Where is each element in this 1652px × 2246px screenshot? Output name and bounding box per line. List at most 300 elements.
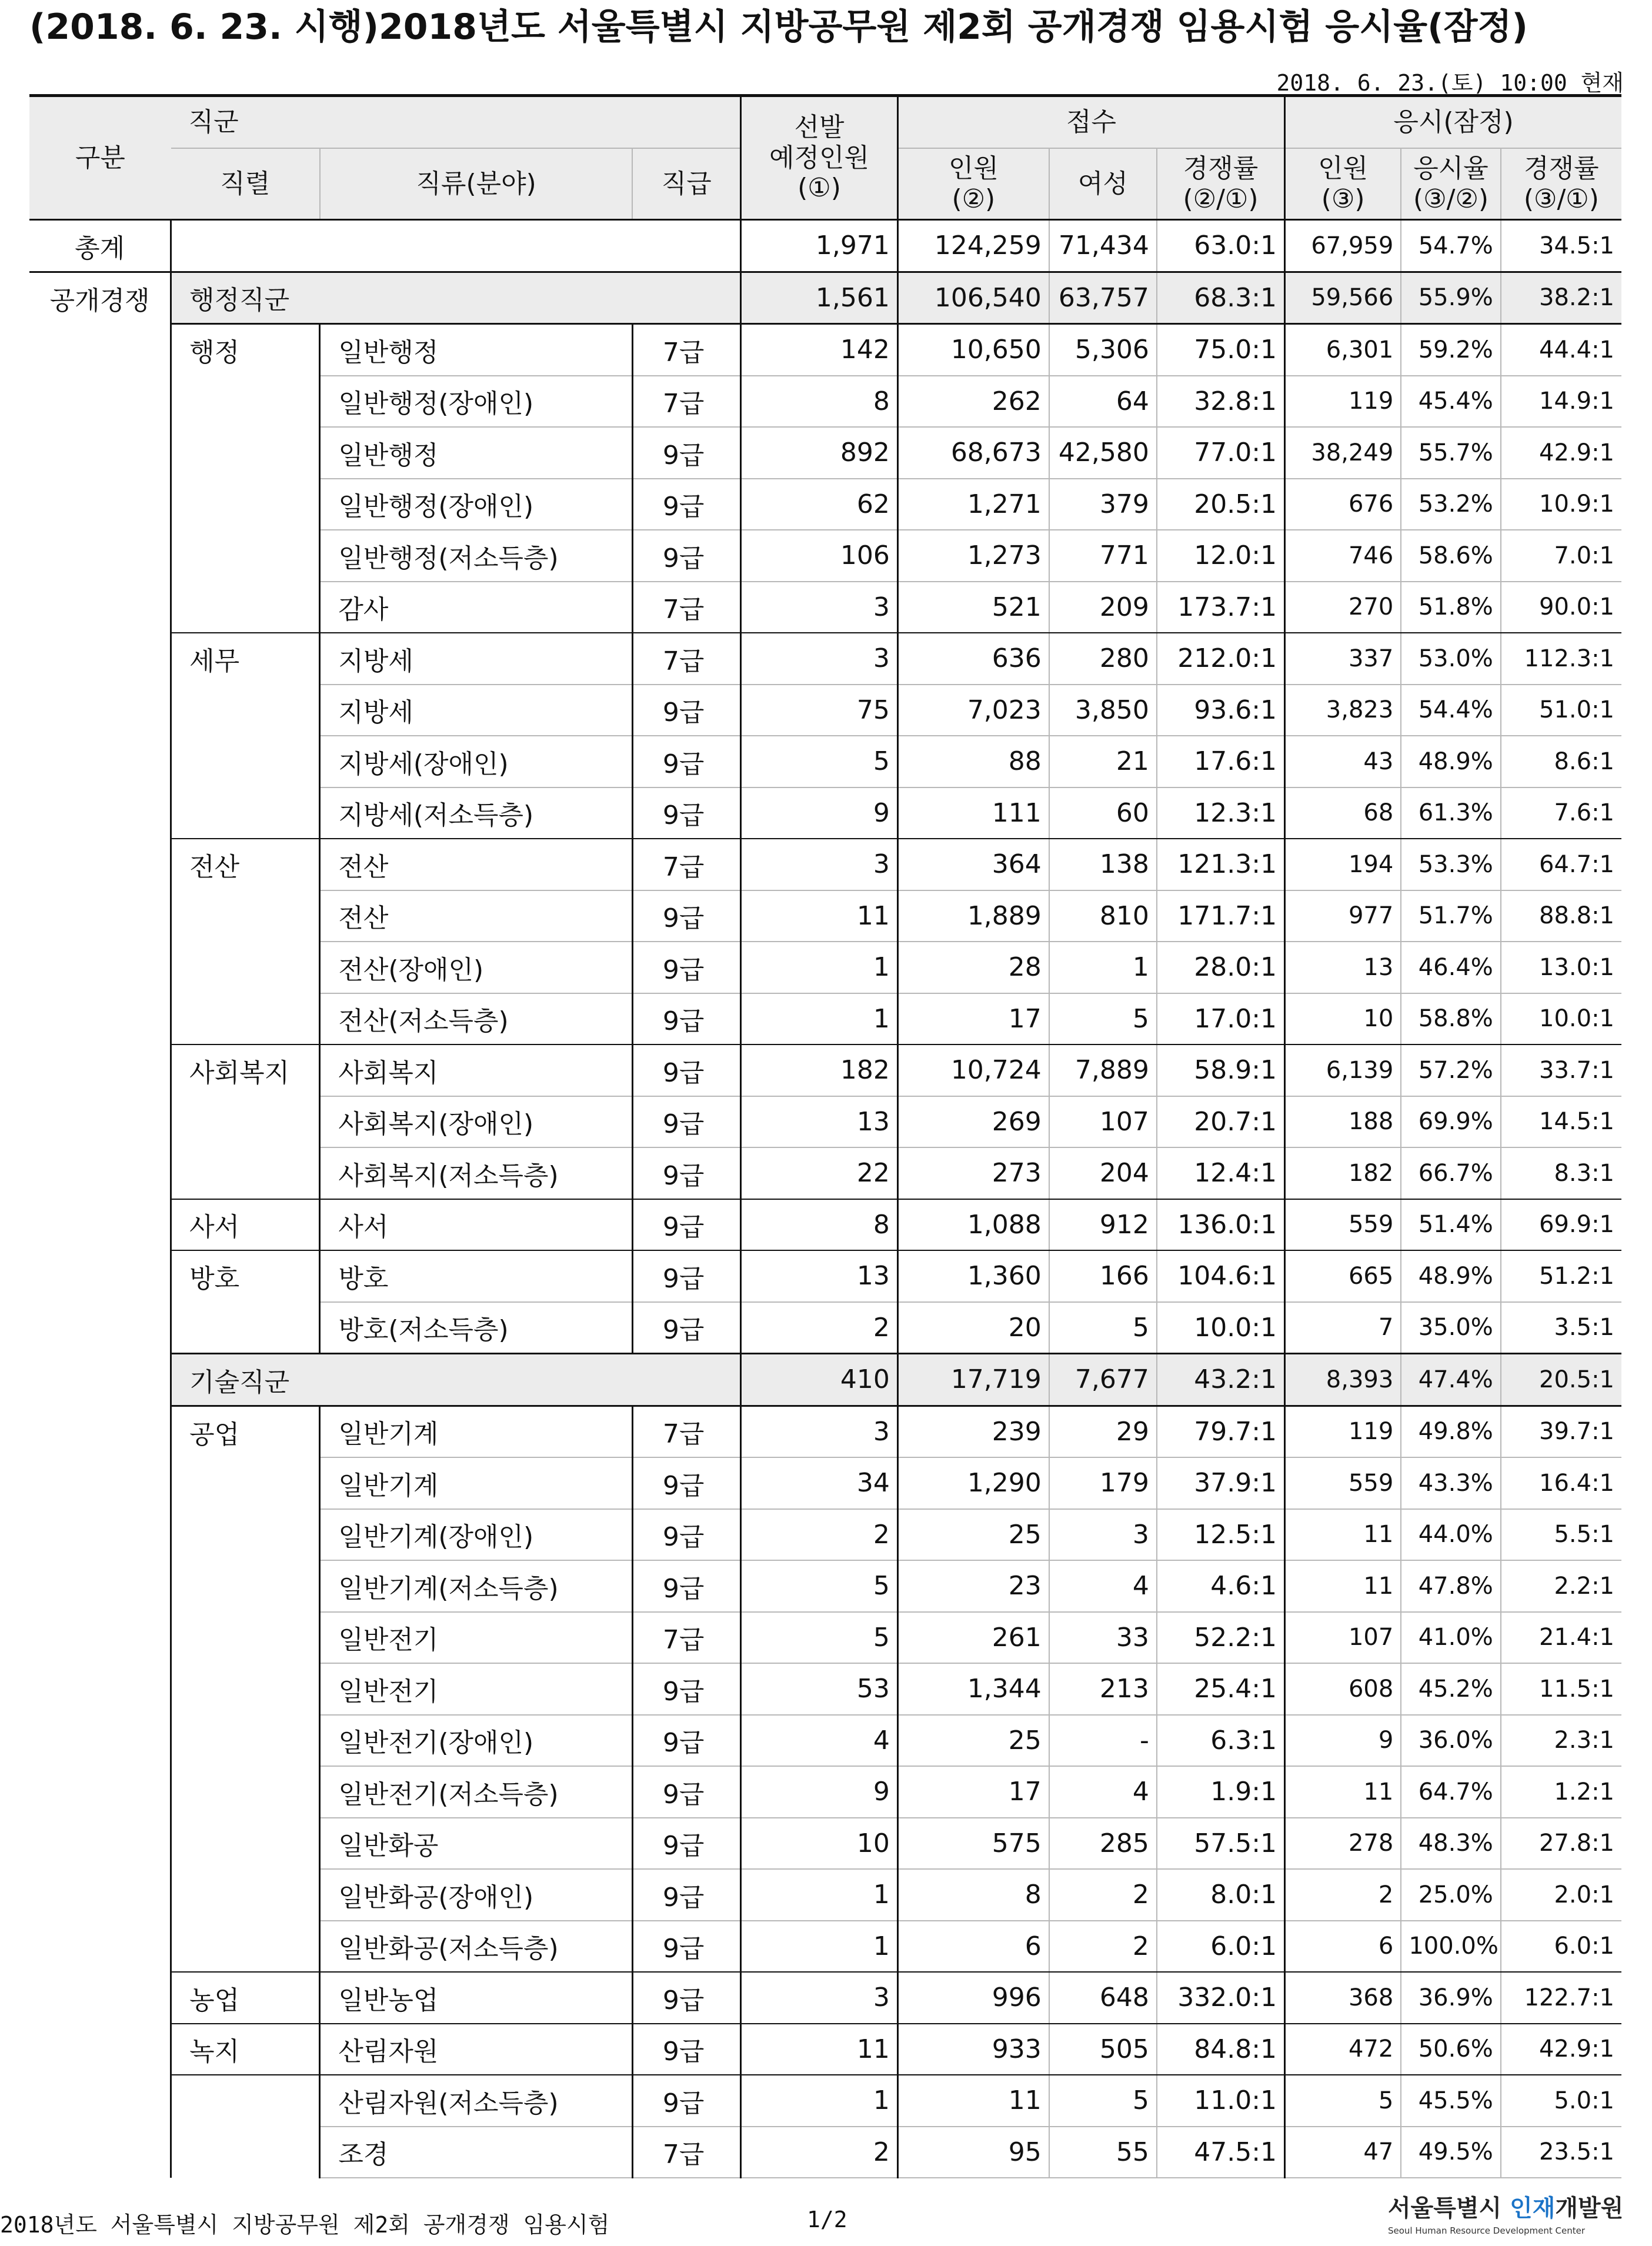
- cell-field: 일반행정: [320, 427, 633, 479]
- table-row: [29, 1663, 1621, 1715]
- table-row: [29, 1715, 1621, 1767]
- cell-series: [171, 1457, 320, 1509]
- cell-field: 전산: [320, 839, 633, 890]
- cell-competition: 75.0:1: [1157, 324, 1285, 376]
- cell-take-rate: 46.4%: [1401, 942, 1501, 993]
- cell-competition: 17.6:1: [1157, 736, 1285, 787]
- cell-section-cont: [29, 1766, 171, 1818]
- cell-grade: 9급: [632, 1044, 740, 1096]
- cell-female: 3: [1049, 1509, 1157, 1561]
- cell-female: 7,889: [1049, 1044, 1157, 1096]
- cell-take-rate: 51.7%: [1401, 890, 1501, 942]
- cell-takers: 38,249: [1285, 427, 1401, 479]
- cell-competition: 47.5:1: [1157, 2127, 1285, 2178]
- cell-section-cont: [29, 2127, 171, 2178]
- cell-section-cont: [29, 1250, 171, 1302]
- cell-selection: 4: [741, 1715, 898, 1767]
- cell-series: 사서: [171, 1199, 320, 1251]
- cell-series: [171, 1509, 320, 1561]
- cell-female: -: [1049, 1715, 1157, 1767]
- cell-female: 7,677: [1049, 1354, 1157, 1406]
- cell-competition: 17.0:1: [1157, 993, 1285, 1045]
- table-row: [29, 324, 1621, 376]
- table-body: [29, 220, 1621, 2178]
- header-jeopsu-yeoseong: 여성: [1049, 148, 1157, 220]
- cell-series: [171, 479, 320, 530]
- cell-take-rate: 55.9%: [1401, 272, 1501, 324]
- cell-female: 4: [1049, 1766, 1157, 1818]
- table-row: [29, 942, 1621, 993]
- cell-series: [171, 736, 320, 787]
- cell-take-competition: 88.8:1: [1501, 890, 1621, 942]
- cell-grade: 9급: [632, 1302, 740, 1354]
- cell-take-rate: 41.0%: [1401, 1612, 1501, 1664]
- cell-section-cont: [29, 1096, 171, 1148]
- table-row: [29, 2127, 1621, 2178]
- cell-applicants: 17: [897, 1766, 1049, 1818]
- cell-section-cont: [29, 633, 171, 685]
- table-header: [29, 96, 1621, 220]
- cell-take-rate: 59.2%: [1401, 324, 1501, 376]
- table-row: [29, 993, 1621, 1045]
- cell-takers: 43: [1285, 736, 1401, 787]
- header-eungsi-inwon: [1285, 148, 1401, 220]
- cell-grade: 9급: [632, 530, 740, 582]
- table-row: [29, 736, 1621, 787]
- cell-competition: 171.7:1: [1157, 890, 1285, 942]
- cell-group-name: 행정직군: [171, 272, 741, 324]
- cell-female: 213: [1049, 1663, 1157, 1715]
- cell-grade: 9급: [632, 1818, 740, 1870]
- cell-takers: 3,823: [1285, 685, 1401, 736]
- footer-title: 2018년도 서울특별시 지방공무원 제2회 공개경쟁 임용시험: [0, 2212, 610, 2238]
- cell-grade: 7급: [632, 1406, 740, 1457]
- cell-selection: 3: [741, 839, 898, 890]
- cell-field: 지방세(저소득층): [320, 787, 633, 839]
- cell-takers: 67,959: [1285, 220, 1401, 272]
- cell-grade: 9급: [632, 1663, 740, 1715]
- table-row: [29, 1147, 1621, 1199]
- cell-take-competition: 7.0:1: [1501, 530, 1621, 582]
- cell-field: 방호: [320, 1250, 633, 1302]
- cell-selection: 1,971: [741, 220, 898, 272]
- cell-take-competition: 14.9:1: [1501, 376, 1621, 428]
- cell-series: 사회복지: [171, 1044, 320, 1096]
- cell-selection: 892: [741, 427, 898, 479]
- cell-applicants: 1,088: [897, 1199, 1049, 1251]
- logo-text-sub: Seoul Human Resource Development Center: [1388, 2225, 1586, 2236]
- table-row: [29, 1818, 1621, 1870]
- cell-applicants: 25: [897, 1715, 1049, 1767]
- cell-take-rate: 45.4%: [1401, 376, 1501, 428]
- header-seonbal-line3: (①): [797, 173, 841, 203]
- header-eungsi-rate-line2: (③/②): [1413, 183, 1489, 214]
- cell-competition: 332.0:1: [1157, 1972, 1285, 2024]
- cell-series: [171, 685, 320, 736]
- cell-take-competition: 69.9:1: [1501, 1199, 1621, 1251]
- cell-grade: 9급: [632, 1250, 740, 1302]
- cell-takers: 977: [1285, 890, 1401, 942]
- table-row: [29, 2024, 1621, 2075]
- cell-take-competition: 3.5:1: [1501, 1302, 1621, 1354]
- cell-take-rate: 49.8%: [1401, 1406, 1501, 1457]
- cell-section-cont: [29, 736, 171, 787]
- cell-applicants: 1,290: [897, 1457, 1049, 1509]
- cell-selection: 13: [741, 1096, 898, 1148]
- header-eungsi-comp-line2: (③/①): [1523, 183, 1599, 214]
- cell-takers: 2: [1285, 1869, 1401, 1921]
- table-row-group-summary: [29, 1354, 1621, 1406]
- cell-take-competition: 23.5:1: [1501, 2127, 1621, 2178]
- page-number: 1/2: [807, 2207, 847, 2232]
- table-row: [29, 1406, 1621, 1457]
- cell-competition: 25.4:1: [1157, 1663, 1285, 1715]
- logo-text-main: 서울특별시 인재개발원: [1388, 2195, 1624, 2222]
- cell-take-competition: 14.5:1: [1501, 1096, 1621, 1148]
- cell-take-competition: 13.0:1: [1501, 942, 1621, 993]
- cell-series: 녹지: [171, 2024, 320, 2075]
- cell-field: 일반화공(저소득층): [320, 1921, 633, 1973]
- cell-field: 사회복지(장애인): [320, 1096, 633, 1148]
- cell-competition: 173.7:1: [1157, 582, 1285, 633]
- cell-applicants: 6: [897, 1921, 1049, 1973]
- cell-takers: 119: [1285, 1406, 1401, 1457]
- table-row: [29, 1921, 1621, 1973]
- cell-female: 21: [1049, 736, 1157, 787]
- cell-take-rate: 51.4%: [1401, 1199, 1501, 1251]
- cell-competition: 32.8:1: [1157, 376, 1285, 428]
- cell-series: 농업: [171, 1972, 320, 2024]
- cell-competition: 6.3:1: [1157, 1715, 1285, 1767]
- cell-female: 5: [1049, 2075, 1157, 2127]
- cell-takers: 107: [1285, 1612, 1401, 1664]
- cell-grade: 9급: [632, 1096, 740, 1148]
- cell-grade: 7급: [632, 1612, 740, 1664]
- cell-field: 사서: [320, 1199, 633, 1251]
- cell-female: 33: [1049, 1612, 1157, 1664]
- header-eungsi: 응시(잠정): [1285, 96, 1621, 149]
- header-seonbal: [741, 96, 898, 220]
- cell-take-rate: 54.4%: [1401, 685, 1501, 736]
- cell-applicants: 8: [897, 1869, 1049, 1921]
- cell-female: 166: [1049, 1250, 1157, 1302]
- cell-section-cont: [29, 1147, 171, 1199]
- cell-take-rate: 57.2%: [1401, 1044, 1501, 1096]
- cell-takers: 188: [1285, 1096, 1401, 1148]
- cell-section-cont: [29, 839, 171, 890]
- cell-applicants: 996: [897, 1972, 1049, 2024]
- table-row: [29, 787, 1621, 839]
- cell-competition: 37.9:1: [1157, 1457, 1285, 1509]
- cell-field: 일반전기(저소득층): [320, 1766, 633, 1818]
- cell-take-rate: 45.2%: [1401, 1663, 1501, 1715]
- cell-female: 60: [1049, 787, 1157, 839]
- cell-field: 일반전기: [320, 1612, 633, 1664]
- cell-competition: 136.0:1: [1157, 1199, 1285, 1251]
- cell-field: 지방세: [320, 685, 633, 736]
- cell-section-cont: [29, 324, 171, 376]
- cell-series: [171, 1921, 320, 1973]
- cell-applicants: 261: [897, 1612, 1049, 1664]
- cell-applicants: 1,273: [897, 530, 1049, 582]
- cell-female: 42,580: [1049, 427, 1157, 479]
- table-row-group-summary: [29, 272, 1621, 324]
- cell-take-competition: 33.7:1: [1501, 1044, 1621, 1096]
- cell-female: 55: [1049, 2127, 1157, 2178]
- cell-section-cont: [29, 1560, 171, 1612]
- cell-series: [171, 1096, 320, 1148]
- cell-takers: 8,393: [1285, 1354, 1401, 1406]
- cell-grade: 9급: [632, 1766, 740, 1818]
- cell-series: [171, 787, 320, 839]
- cell-female: 29: [1049, 1406, 1157, 1457]
- cell-selection: 8: [741, 1199, 898, 1251]
- cell-selection: 410: [741, 1354, 898, 1406]
- cell-selection: 5: [741, 736, 898, 787]
- cell-applicants: 28: [897, 942, 1049, 993]
- cell-takers: 6,301: [1285, 324, 1401, 376]
- cell-grade: 9급: [632, 1715, 740, 1767]
- cell-selection: 5: [741, 1612, 898, 1664]
- cell-take-competition: 27.8:1: [1501, 1818, 1621, 1870]
- cell-applicants: 10,724: [897, 1044, 1049, 1096]
- header-jikgun: 직군: [171, 96, 741, 149]
- cell-takers: 5: [1285, 2075, 1401, 2127]
- cell-field: 일반기계(장애인): [320, 1509, 633, 1561]
- cell-take-rate: 58.6%: [1401, 530, 1501, 582]
- header-jikgeup: 직급: [632, 148, 740, 220]
- cell-take-competition: 51.2:1: [1501, 1250, 1621, 1302]
- table-row: [29, 2075, 1621, 2127]
- cell-field: 일반행정(장애인): [320, 376, 633, 428]
- cell-take-rate: 51.8%: [1401, 582, 1501, 633]
- cell-field: 일반농업: [320, 1972, 633, 2024]
- cell-field: 일반행정(장애인): [320, 479, 633, 530]
- table-row: [29, 530, 1621, 582]
- cell-field: 지방세: [320, 633, 633, 685]
- cell-series: 공업: [171, 1406, 320, 1457]
- cell-competition: 12.3:1: [1157, 787, 1285, 839]
- cell-take-rate: 48.9%: [1401, 1250, 1501, 1302]
- cell-section-cont: [29, 376, 171, 428]
- cell-grade: 9급: [632, 1921, 740, 1973]
- cell-section-cont: [29, 582, 171, 633]
- cell-female: 5: [1049, 1302, 1157, 1354]
- cell-competition: 84.8:1: [1157, 2024, 1285, 2075]
- cell-grade: 7급: [632, 324, 740, 376]
- cell-field: 사회복지: [320, 1044, 633, 1096]
- cell-take-rate: 44.0%: [1401, 1509, 1501, 1561]
- header-jikryu: 직류(분야): [320, 148, 633, 220]
- cell-competition: 52.2:1: [1157, 1612, 1285, 1664]
- header-jeopsu-inwon-line2: (②): [952, 183, 996, 214]
- cell-grade: 9급: [632, 1147, 740, 1199]
- cell-take-competition: 2.2:1: [1501, 1560, 1621, 1612]
- cell-take-rate: 61.3%: [1401, 787, 1501, 839]
- cell-section-cont: [29, 1715, 171, 1767]
- header-jeopsu-rate-line1: 경쟁률: [1183, 153, 1259, 183]
- cell-field: 조경: [320, 2127, 633, 2178]
- cell-competition: 6.0:1: [1157, 1921, 1285, 1973]
- header-jeopsu-rate-line2: (②/①): [1183, 183, 1259, 214]
- cell-total-blank: [171, 220, 741, 272]
- cell-competition: 121.3:1: [1157, 839, 1285, 890]
- cell-applicants: 68,673: [897, 427, 1049, 479]
- cell-series: [171, 942, 320, 993]
- cell-field: 일반기계: [320, 1457, 633, 1509]
- cell-selection: 1: [741, 1869, 898, 1921]
- cell-applicants: 273: [897, 1147, 1049, 1199]
- cell-applicants: 575: [897, 1818, 1049, 1870]
- table-row: [29, 1096, 1621, 1148]
- cell-applicants: 636: [897, 633, 1049, 685]
- exam-rate-table: [29, 94, 1621, 2178]
- cell-series: [171, 376, 320, 428]
- cell-female: 285: [1049, 1818, 1157, 1870]
- cell-female: 64: [1049, 376, 1157, 428]
- header-eungsi-comp: [1501, 148, 1621, 220]
- cell-selection: 2: [741, 2127, 898, 2178]
- cell-take-rate: 53.2%: [1401, 479, 1501, 530]
- cell-field: 산림자원: [320, 2024, 633, 2075]
- cell-grade: 9급: [632, 736, 740, 787]
- cell-section-cont: [29, 530, 171, 582]
- table-row: [29, 1560, 1621, 1612]
- cell-applicants: 95: [897, 2127, 1049, 2178]
- cell-female: 912: [1049, 1199, 1157, 1251]
- cell-competition: 93.6:1: [1157, 685, 1285, 736]
- cell-grade: 9급: [632, 787, 740, 839]
- cell-section-cont: [29, 993, 171, 1045]
- cell-series: [171, 1715, 320, 1767]
- cell-grade: 7급: [632, 2127, 740, 2178]
- cell-takers: 194: [1285, 839, 1401, 890]
- cell-section-cont: [29, 1869, 171, 1921]
- header-gubun: 구분: [29, 96, 171, 220]
- cell-selection: 1: [741, 2075, 898, 2127]
- table-row: [29, 1509, 1621, 1561]
- cell-female: 5: [1049, 993, 1157, 1045]
- cell-take-competition: 5.5:1: [1501, 1509, 1621, 1561]
- cell-female: 648: [1049, 1972, 1157, 2024]
- cell-take-competition: 7.6:1: [1501, 787, 1621, 839]
- cell-field: 일반기계: [320, 1406, 633, 1457]
- cell-competition: 10.0:1: [1157, 1302, 1285, 1354]
- cell-takers: 559: [1285, 1199, 1401, 1251]
- cell-takers: 676: [1285, 479, 1401, 530]
- cell-grade: 9급: [632, 1869, 740, 1921]
- cell-section-cont: [29, 685, 171, 736]
- cell-field: 사회복지(저소득층): [320, 1147, 633, 1199]
- cell-selection: 182: [741, 1044, 898, 1096]
- cell-takers: 337: [1285, 633, 1401, 685]
- cell-grade: 9급: [632, 2024, 740, 2075]
- cell-selection: 1: [741, 1921, 898, 1973]
- table-row: [29, 1302, 1621, 1354]
- cell-series: [171, 2075, 320, 2127]
- cell-female: 5,306: [1049, 324, 1157, 376]
- header-seonbal-line2: 예정인원: [769, 142, 869, 173]
- cell-section-cont: [29, 890, 171, 942]
- cell-selection: 2: [741, 1509, 898, 1561]
- table-row: [29, 1612, 1621, 1664]
- cell-grade: 7급: [632, 376, 740, 428]
- cell-take-competition: 90.0:1: [1501, 582, 1621, 633]
- cell-competition: 11.0:1: [1157, 2075, 1285, 2127]
- cell-grade: 9급: [632, 890, 740, 942]
- cell-grade: 7급: [632, 839, 740, 890]
- cell-takers: 665: [1285, 1250, 1401, 1302]
- cell-take-rate: 45.5%: [1401, 2075, 1501, 2127]
- table-row: [29, 1869, 1621, 1921]
- table-row: [29, 1199, 1621, 1251]
- cell-selection: 10: [741, 1818, 898, 1870]
- cell-female: 179: [1049, 1457, 1157, 1509]
- cell-series: [171, 530, 320, 582]
- cell-grade: 9급: [632, 1199, 740, 1251]
- cell-take-rate: 47.4%: [1401, 1354, 1501, 1406]
- cell-grade: 9급: [632, 1560, 740, 1612]
- cell-take-rate: 25.0%: [1401, 1869, 1501, 1921]
- cell-grade: 7급: [632, 633, 740, 685]
- cell-take-rate: 36.0%: [1401, 1715, 1501, 1767]
- cell-applicants: 111: [897, 787, 1049, 839]
- cell-take-competition: 10.9:1: [1501, 479, 1621, 530]
- cell-take-competition: 20.5:1: [1501, 1354, 1621, 1406]
- header-jeopsu: 접수: [897, 96, 1284, 149]
- cell-takers: 6: [1285, 1921, 1401, 1973]
- cell-competition: 12.0:1: [1157, 530, 1285, 582]
- cell-competition: 43.2:1: [1157, 1354, 1285, 1406]
- cell-take-rate: 35.0%: [1401, 1302, 1501, 1354]
- cell-take-competition: 8.6:1: [1501, 736, 1621, 787]
- cell-takers: 278: [1285, 1818, 1401, 1870]
- cell-takers: 746: [1285, 530, 1401, 582]
- cell-take-competition: 16.4:1: [1501, 1457, 1621, 1509]
- cell-applicants: 1,889: [897, 890, 1049, 942]
- cell-series: [171, 1766, 320, 1818]
- cell-series: 세무: [171, 633, 320, 685]
- cell-section-cont: [29, 1509, 171, 1561]
- cell-applicants: 88: [897, 736, 1049, 787]
- cell-take-competition: 122.7:1: [1501, 1972, 1621, 2024]
- cell-section-cont: [29, 479, 171, 530]
- cell-takers: 472: [1285, 2024, 1401, 2075]
- table-row: [29, 633, 1621, 685]
- cell-takers: 559: [1285, 1457, 1401, 1509]
- cell-section-cont: [29, 1354, 171, 1406]
- cell-competition: 4.6:1: [1157, 1560, 1285, 1612]
- cell-field: 일반기계(저소득층): [320, 1560, 633, 1612]
- cell-take-competition: 39.7:1: [1501, 1406, 1621, 1457]
- cell-female: 4: [1049, 1560, 1157, 1612]
- cell-competition: 20.7:1: [1157, 1096, 1285, 1148]
- table-row: [29, 1044, 1621, 1096]
- cell-field: 일반화공(장애인): [320, 1869, 633, 1921]
- cell-competition: 104.6:1: [1157, 1250, 1285, 1302]
- cell-take-competition: 21.4:1: [1501, 1612, 1621, 1664]
- cell-takers: 11: [1285, 1766, 1401, 1818]
- cell-applicants: 1,271: [897, 479, 1049, 530]
- cell-applicants: 106,540: [897, 272, 1049, 324]
- cell-section-cont: [29, 1406, 171, 1457]
- cell-female: 1: [1049, 942, 1157, 993]
- cell-applicants: 7,023: [897, 685, 1049, 736]
- cell-take-competition: 1.2:1: [1501, 1766, 1621, 1818]
- cell-female: 107: [1049, 1096, 1157, 1148]
- cell-take-rate: 55.7%: [1401, 427, 1501, 479]
- table-row: [29, 839, 1621, 890]
